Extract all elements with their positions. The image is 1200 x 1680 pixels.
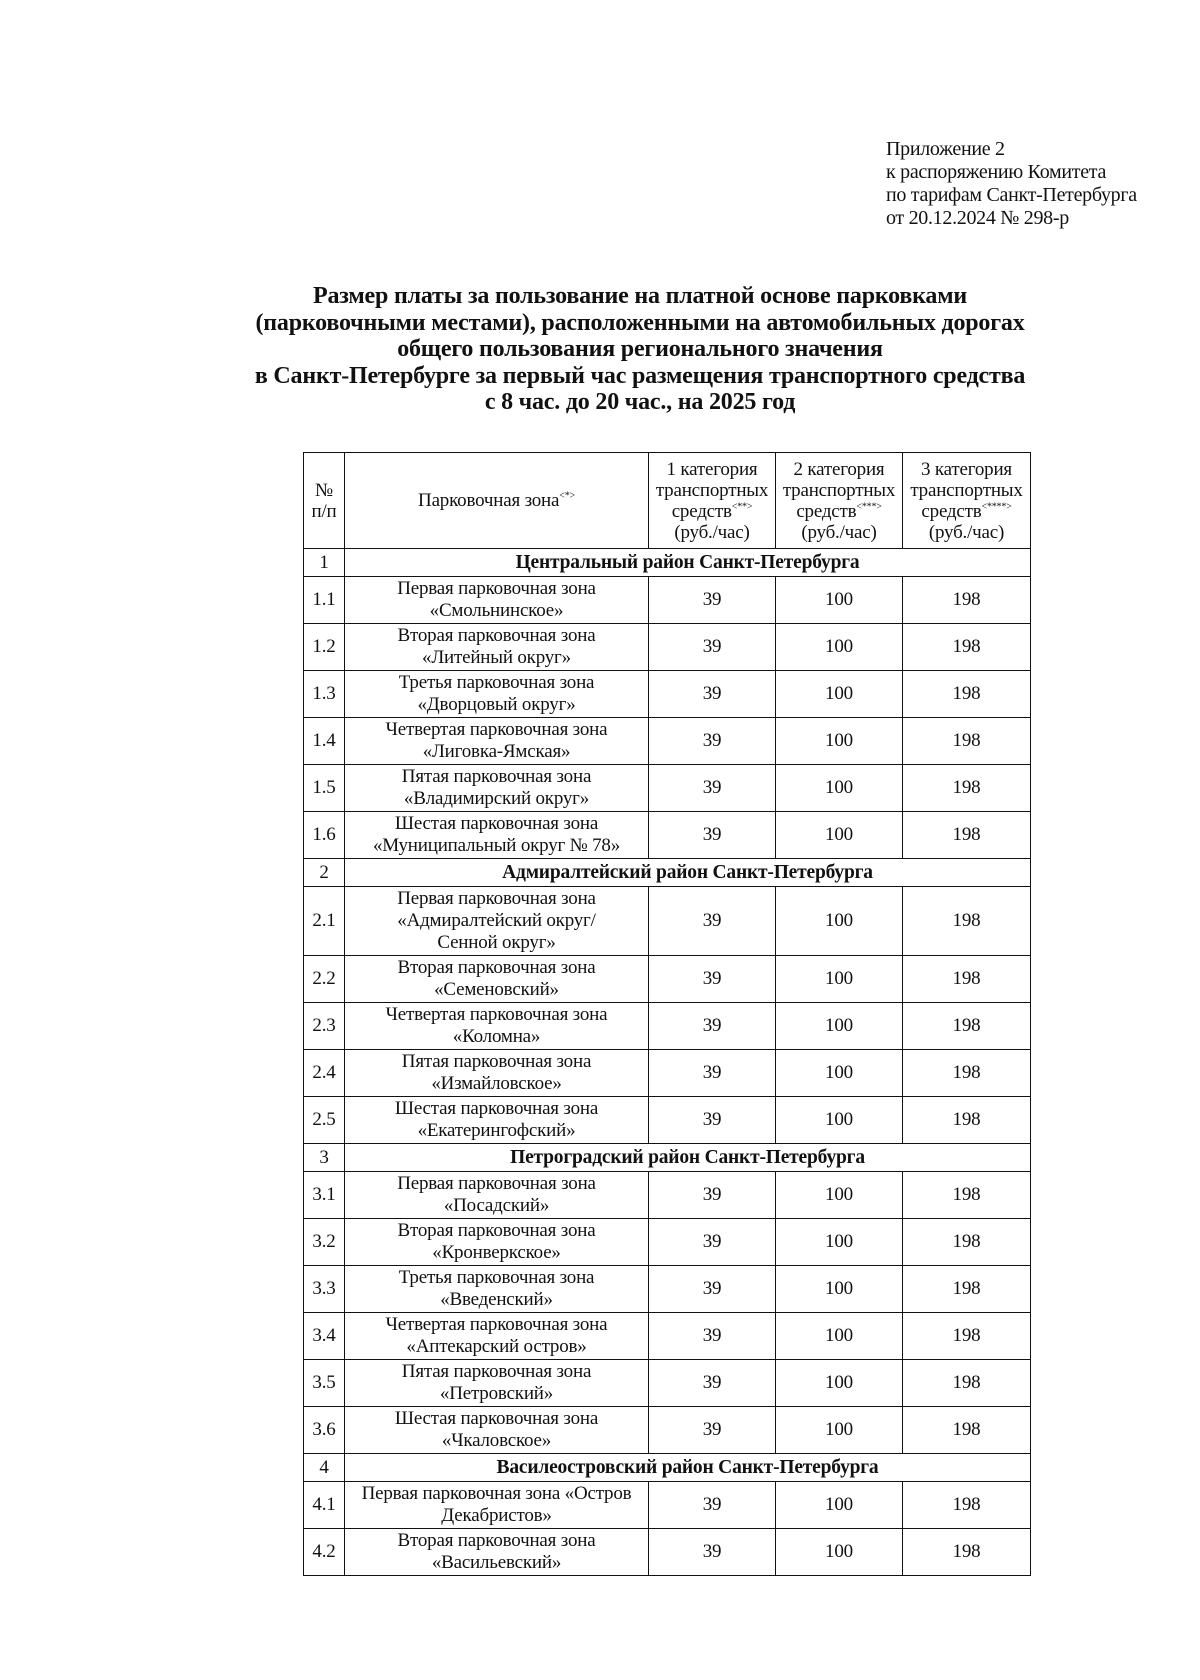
price-category-2: 100 bbox=[776, 1266, 903, 1313]
price-category-2: 100 bbox=[776, 1003, 903, 1050]
footnote-mark: <****> bbox=[981, 501, 1012, 513]
price-category-1: 39 bbox=[649, 765, 776, 812]
price-category-3: 198 bbox=[903, 1313, 1031, 1360]
table-header-row bbox=[304, 453, 1031, 549]
price-category-2: 100 bbox=[776, 577, 903, 624]
parking-zone-line: Сенной округ» bbox=[437, 932, 556, 953]
parking-zone-cell bbox=[345, 765, 649, 812]
row-number: 3.1 bbox=[304, 1172, 345, 1219]
price-category-1: 39 bbox=[649, 1407, 776, 1454]
district-row bbox=[304, 1454, 1031, 1482]
parking-zone-line: «Муниципальный округ № 78» bbox=[372, 835, 621, 856]
price-category-1: 39 bbox=[649, 1482, 776, 1529]
price-category-2: 100 bbox=[776, 1313, 903, 1360]
parking-zone-line: «Петровский» bbox=[439, 1383, 554, 1404]
row-number: 4.1 bbox=[304, 1482, 345, 1529]
price-category-2: 100 bbox=[776, 812, 903, 859]
row-number: 4.2 bbox=[304, 1529, 345, 1576]
table-row bbox=[304, 1003, 1031, 1050]
table-row bbox=[304, 1313, 1031, 1360]
parking-zone-cell bbox=[345, 718, 649, 765]
price-category-3: 198 bbox=[903, 1219, 1031, 1266]
table-row bbox=[304, 812, 1031, 859]
parking-zone-cell bbox=[345, 1003, 649, 1050]
title-line: Размер платы за пользование на платной основе парковками bbox=[313, 283, 967, 309]
parking-zone-cell bbox=[345, 671, 649, 718]
price-category-3: 198 bbox=[903, 887, 1031, 956]
table-body bbox=[304, 549, 1031, 1576]
header-category-1: 1 категория транспортных средств<**> (руб./час) bbox=[649, 453, 776, 549]
price-category-1: 39 bbox=[649, 887, 776, 956]
row-number: 2.4 bbox=[304, 1050, 345, 1097]
district-number: 2 bbox=[304, 859, 345, 887]
row-number: 2.2 bbox=[304, 956, 345, 1003]
price-category-1: 39 bbox=[649, 1003, 776, 1050]
price-category-3: 198 bbox=[903, 1172, 1031, 1219]
district-name: Центральный район Санкт-Петербурга bbox=[345, 549, 1031, 577]
table-row bbox=[304, 1219, 1031, 1266]
district-name: Василеостровский район Санкт-Петербурга bbox=[345, 1454, 1031, 1482]
row-number: 3.4 bbox=[304, 1313, 345, 1360]
row-number: 1.5 bbox=[304, 765, 345, 812]
parking-zone-line: Декабристов» bbox=[441, 1505, 552, 1526]
price-category-2: 100 bbox=[776, 1172, 903, 1219]
price-category-1: 39 bbox=[649, 812, 776, 859]
price-category-3: 198 bbox=[903, 1003, 1031, 1050]
price-category-1: 39 bbox=[649, 1266, 776, 1313]
row-number: 3.2 bbox=[304, 1219, 345, 1266]
header-num: № п/п bbox=[304, 453, 345, 549]
table-row bbox=[304, 765, 1031, 812]
price-category-1: 39 bbox=[649, 718, 776, 765]
district-number: 3 bbox=[304, 1144, 345, 1172]
price-category-1: 39 bbox=[649, 671, 776, 718]
row-number: 3.3 bbox=[304, 1266, 345, 1313]
parking-zone-cell bbox=[345, 1266, 649, 1313]
header-category-2: 2 категория транспортных средств<***> (руб./час) bbox=[776, 453, 903, 549]
parking-zone-line: Четвертая парковочная зона bbox=[385, 1004, 608, 1025]
parking-zone-line: «Семеновский» bbox=[434, 979, 559, 1000]
price-category-2: 100 bbox=[776, 1482, 903, 1529]
parking-zone-line: Первая парковочная зона bbox=[397, 888, 596, 909]
row-number: 3.6 bbox=[304, 1407, 345, 1454]
table-row bbox=[304, 718, 1031, 765]
price-category-2: 100 bbox=[776, 1407, 903, 1454]
price-category-1: 39 bbox=[649, 1097, 776, 1144]
parking-zone-cell bbox=[345, 1482, 649, 1529]
parking-zone-cell bbox=[345, 1360, 649, 1407]
header-category-3: 3 категория транспортных средств<****> (руб./час) bbox=[903, 453, 1031, 549]
title-line: общего пользования регионального значения bbox=[397, 336, 883, 362]
table-row bbox=[304, 1407, 1031, 1454]
parking-zone-cell bbox=[345, 1529, 649, 1576]
price-category-3: 198 bbox=[903, 1266, 1031, 1313]
title-line: в Санкт-Петербурге за первый час размещения транспортного средства bbox=[254, 362, 1026, 389]
price-category-2: 100 bbox=[776, 624, 903, 671]
parking-zone-line: «Кронверкское» bbox=[432, 1242, 561, 1263]
district-name: Адмиралтейский район Санкт-Петербурга bbox=[345, 859, 1031, 887]
parking-zone-line: Третья парковочная зона bbox=[398, 672, 595, 693]
price-category-3: 198 bbox=[903, 1097, 1031, 1144]
parking-zone-cell bbox=[345, 956, 649, 1003]
price-category-2: 100 bbox=[776, 1097, 903, 1144]
price-category-3: 198 bbox=[903, 765, 1031, 812]
district-row bbox=[304, 859, 1031, 887]
row-number: 2.3 bbox=[304, 1003, 345, 1050]
parking-zone-line: Вторая парковочная зона bbox=[397, 957, 596, 978]
table-row bbox=[304, 624, 1031, 671]
table-row bbox=[304, 577, 1031, 624]
parking-zone-line: Пятая парковочная зона bbox=[401, 766, 592, 787]
parking-zone-line: «Лиговка-Ямская» bbox=[422, 741, 571, 762]
parking-zone-line: Четвертая парковочная зона bbox=[385, 1314, 608, 1335]
price-category-1: 39 bbox=[649, 1219, 776, 1266]
appendix-line: к распоряжению Комитета bbox=[886, 161, 1107, 183]
district-name: Петроградский район Санкт-Петербурга bbox=[345, 1144, 1031, 1172]
price-category-3: 198 bbox=[903, 956, 1031, 1003]
parking-zone-cell bbox=[345, 1407, 649, 1454]
price-category-2: 100 bbox=[776, 1050, 903, 1097]
price-category-3: 198 bbox=[903, 1529, 1031, 1576]
table-row bbox=[304, 1482, 1031, 1529]
price-category-1: 39 bbox=[649, 1313, 776, 1360]
parking-zone-line: «Измайловское» bbox=[431, 1073, 562, 1094]
price-category-3: 198 bbox=[903, 1482, 1031, 1529]
price-category-3: 198 bbox=[903, 577, 1031, 624]
parking-zone-line: «Чкаловское» bbox=[441, 1430, 552, 1451]
price-category-1: 39 bbox=[649, 956, 776, 1003]
district-number: 1 bbox=[304, 549, 345, 577]
price-category-3: 198 bbox=[903, 1050, 1031, 1097]
parking-zone-line: Первая парковочная зона bbox=[397, 1173, 596, 1194]
parking-zone-cell bbox=[345, 624, 649, 671]
parking-zone-cell bbox=[345, 1097, 649, 1144]
price-category-3: 198 bbox=[903, 718, 1031, 765]
parking-zone-cell bbox=[345, 1313, 649, 1360]
title-line: (парковочными местами), расположенными на автомобильных дорогах bbox=[255, 309, 1025, 336]
parking-zone-line: Шестая парковочная зона bbox=[394, 1408, 599, 1429]
parking-zone-line: Шестая парковочная зона bbox=[394, 1098, 599, 1119]
parking-zone-cell bbox=[345, 577, 649, 624]
parking-zone-cell bbox=[345, 1050, 649, 1097]
district-row bbox=[304, 1144, 1031, 1172]
price-category-2: 100 bbox=[776, 718, 903, 765]
appendix-line: Приложение 2 bbox=[886, 138, 1005, 160]
row-number: 2.5 bbox=[304, 1097, 345, 1144]
table-row bbox=[304, 1266, 1031, 1313]
district-row bbox=[304, 549, 1031, 577]
footnote-mark: <**> bbox=[731, 501, 753, 513]
table-row bbox=[304, 1050, 1031, 1097]
parking-zone-line: Четвертая парковочная зона bbox=[385, 719, 608, 740]
parking-zone-line: Пятая парковочная зона bbox=[401, 1051, 592, 1072]
price-category-3: 198 bbox=[903, 1360, 1031, 1407]
table-row bbox=[304, 1360, 1031, 1407]
price-category-2: 100 bbox=[776, 765, 903, 812]
price-category-1: 39 bbox=[649, 624, 776, 671]
parking-zone-line: «Васильевский» bbox=[431, 1552, 562, 1573]
parking-zone-line: «Дворцовый округ» bbox=[417, 694, 576, 715]
parking-zone-line: Третья парковочная зона bbox=[398, 1267, 595, 1288]
row-number: 3.5 bbox=[304, 1360, 345, 1407]
header-zone: Парковочная зона<*> bbox=[345, 453, 649, 549]
price-category-2: 100 bbox=[776, 671, 903, 718]
table-row bbox=[304, 887, 1031, 956]
title-line: с 8 час. до 20 час., на 2025 год bbox=[484, 389, 796, 415]
parking-zone-cell bbox=[345, 1172, 649, 1219]
price-category-2: 100 bbox=[776, 956, 903, 1003]
parking-zone-line: «Смольнинское» bbox=[429, 600, 564, 621]
row-number: 1.3 bbox=[304, 671, 345, 718]
parking-zone-cell bbox=[345, 1219, 649, 1266]
tariff-table bbox=[303, 452, 1031, 1576]
appendix-line: от 20.12.2024 № 298-р bbox=[886, 207, 1069, 229]
table-row bbox=[304, 1097, 1031, 1144]
footnote-mark: <*> bbox=[559, 490, 575, 502]
price-category-2: 100 bbox=[776, 1529, 903, 1576]
parking-zone-line: Первая парковочная зона bbox=[397, 578, 596, 599]
row-number: 1.1 bbox=[304, 577, 345, 624]
table-row bbox=[304, 1529, 1031, 1576]
price-category-1: 39 bbox=[649, 1360, 776, 1407]
parking-zone-line: «Литейный округ» bbox=[422, 647, 571, 668]
parking-zone-line: «Екатерингофский» bbox=[417, 1120, 576, 1141]
parking-zone-line: Вторая парковочная зона bbox=[397, 625, 596, 646]
price-category-3: 198 bbox=[903, 624, 1031, 671]
parking-zone-line: «Владимирский округ» bbox=[403, 788, 590, 809]
row-number: 1.4 bbox=[304, 718, 345, 765]
document-title bbox=[200, 283, 1080, 416]
district-number: 4 bbox=[304, 1454, 345, 1482]
parking-zone-cell bbox=[345, 812, 649, 859]
price-category-2: 100 bbox=[776, 1360, 903, 1407]
parking-zone-line: Шестая парковочная зона bbox=[394, 813, 599, 834]
row-number: 2.1 bbox=[304, 887, 345, 956]
price-category-2: 100 bbox=[776, 1219, 903, 1266]
parking-zone-cell bbox=[345, 887, 649, 956]
price-category-1: 39 bbox=[649, 577, 776, 624]
row-number: 1.2 bbox=[304, 624, 345, 671]
parking-zone-line: «Посадский» bbox=[443, 1195, 550, 1216]
table-row bbox=[304, 671, 1031, 718]
price-category-3: 198 bbox=[903, 671, 1031, 718]
parking-zone-line: Вторая парковочная зона bbox=[397, 1530, 596, 1551]
parking-zone-line: «Коломна» bbox=[452, 1026, 541, 1047]
parking-zone-line: Вторая парковочная зона bbox=[397, 1220, 596, 1241]
appendix-line: по тарифам Санкт-Петербурга bbox=[886, 184, 1137, 206]
parking-zone-line: «Введенский» bbox=[440, 1289, 553, 1310]
price-category-2: 100 bbox=[776, 887, 903, 956]
appendix-block bbox=[886, 138, 1137, 230]
table-row bbox=[304, 1172, 1031, 1219]
price-category-1: 39 bbox=[649, 1050, 776, 1097]
parking-zone-line: «Аптекарский остров» bbox=[406, 1336, 587, 1357]
price-category-1: 39 bbox=[649, 1172, 776, 1219]
parking-zone-line: «Адмиралтейский округ/ bbox=[397, 910, 596, 931]
price-category-1: 39 bbox=[649, 1529, 776, 1576]
parking-zone-line: Пятая парковочная зона bbox=[401, 1361, 592, 1382]
footnote-mark: <***> bbox=[856, 501, 882, 513]
price-category-3: 198 bbox=[903, 812, 1031, 859]
parking-zone-line: Первая парковочная зона «Остров bbox=[361, 1483, 632, 1504]
price-category-3: 198 bbox=[903, 1407, 1031, 1454]
table-row bbox=[304, 956, 1031, 1003]
row-number: 1.6 bbox=[304, 812, 345, 859]
